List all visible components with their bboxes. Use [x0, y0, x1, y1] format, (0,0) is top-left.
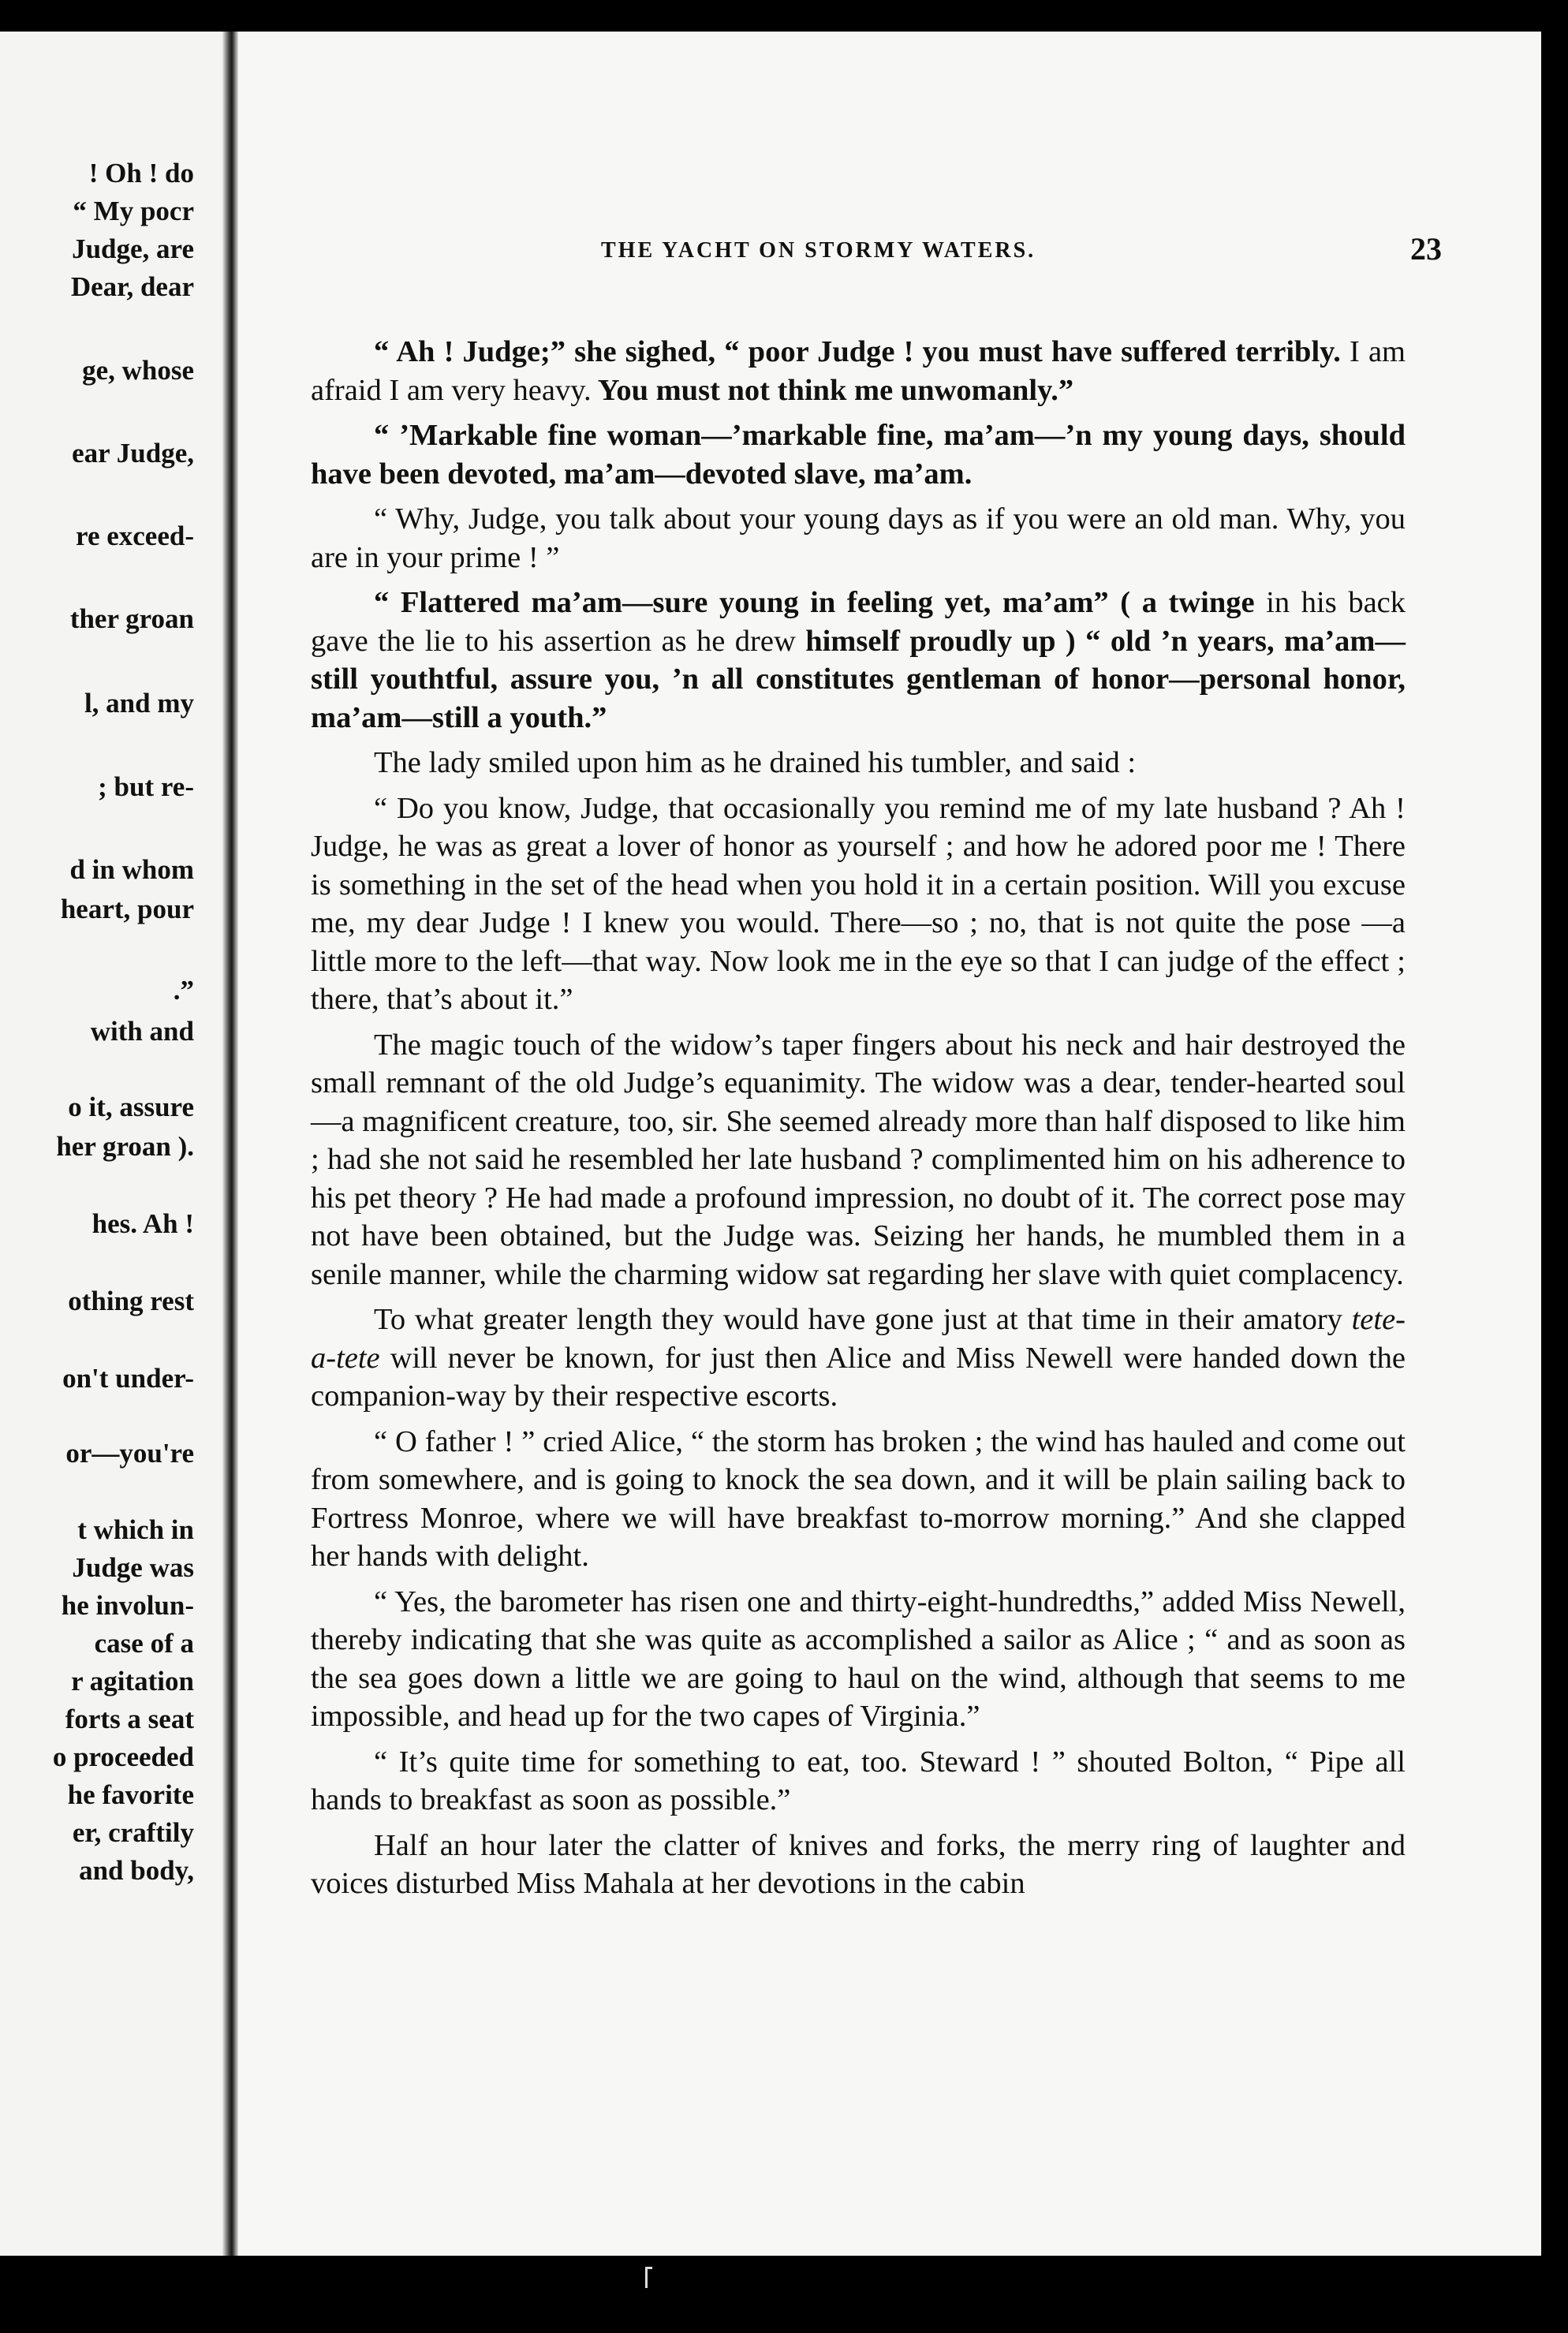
facing-page-line: her groan ).	[56, 1131, 194, 1162]
facing-page-line: hes. Ah !	[91, 1208, 194, 1239]
paragraph	[311, 584, 1406, 737]
paragraph: “ O father ! ” cried Alice, “ the storm has broken ; the wind has hauled and come out from somewhere, and is going to knock the sea down, and it will be plain sailing back to Fortress Monroe, where we will have breakfast to-morrow morning.” And she clapped her hands with delight.	[311, 1424, 1406, 1573]
facing-page-line: Judge was	[72, 1552, 194, 1583]
paragraph: “ ’Markable fine woman—’markable fine, ma’am—’n my young days, should have been devoted, ma’am—devoted slave, ma’am.	[311, 419, 1406, 491]
facing-page-line: on't under-	[62, 1363, 194, 1394]
paragraph	[311, 333, 1406, 409]
facing-page-line: ther groan	[69, 603, 194, 634]
paragraph-text: I am afraid I am very heavy.	[311, 335, 1406, 407]
paragraph: “ Why, Judge, you talk about your young days as if you were an old man. Why, you are in your prime ! ”	[311, 502, 1406, 574]
facing-page-line: othing rest	[68, 1286, 194, 1316]
paragraph-text: in his back gave the lie to his assertion as he drew	[311, 586, 1406, 658]
facing-page-line: t which in	[77, 1514, 194, 1545]
paragraph-text: will never be known, for just then Alice and Miss Newell were handed down the companion-way by their respective escorts.	[311, 1341, 1406, 1413]
facing-page-line: ! Oh ! do	[88, 158, 194, 189]
facing-page-line: and body,	[79, 1855, 194, 1886]
facing-page-line: case of a	[94, 1628, 194, 1659]
facing-page-line: “ My pocr	[73, 196, 194, 226]
paragraph: “ Do you know, Judge, that occasionally you remind me of my late husband ? Ah ! Judge, he was as great a lover of honor as yourself ; and how he adored poor me ! There is something in the set of the head when you hold it in a certain position. Will you excuse me, my dear Judge ! I knew you would. There—so ; no, that is not quite the pose —a little more to the left—that way. Now look me in the eye so that I can judge of the effect ; there, that’s about it.”	[311, 791, 1406, 1016]
paragraph: The lady smiled upon him as he drained his tumbler, and said :	[374, 746, 1137, 779]
facing-page-line: r agitation	[71, 1666, 194, 1697]
facing-page-line: ear Judge,	[72, 438, 194, 468]
facing-page-line: forts a seat	[65, 1704, 194, 1734]
facing-page-line: er, craftily	[72, 1817, 194, 1848]
paragraph-text: You must not think me unwomanly.”	[591, 373, 1074, 407]
paragraph-text: himself proudly up )	[805, 624, 1076, 658]
facing-page-line: with and	[90, 1016, 194, 1047]
facing-page-line: d in whom	[69, 854, 194, 885]
paragraph	[311, 1301, 1406, 1416]
paragraph: Half an hour later the clatter of knives and forks, the merry ring of laughter and voices disturbed Miss Mahala at her devotions in the cabin	[311, 1828, 1406, 1900]
facing-page-line: .”	[173, 975, 194, 1006]
facing-page-line: Dear, dear	[70, 271, 194, 302]
page-number: 23	[1410, 231, 1442, 267]
facing-page-line: ge, whose	[82, 355, 194, 386]
facing-page-line: he involun-	[61, 1590, 194, 1621]
facing-page-line: or—you're	[65, 1438, 194, 1469]
paragraph-text: To what greater length they would have gone just at that time in their amatory	[374, 1303, 1352, 1336]
facing-page-line: he favorite	[67, 1779, 194, 1810]
facing-page-line: o it, assure	[68, 1092, 194, 1122]
paragraph-text: “ Flattered ma’am—sure young in feeling yet, ma’am” ( a twinge	[374, 586, 1255, 619]
italic-phrase: tete-a-tete	[311, 1303, 1406, 1375]
paragraph-text: “ Ah ! Judge;” she sighed, “ poor Judge ! you must have suffered terribly.	[374, 335, 1341, 368]
paragraph-text: “ old ’n years, ma’am—still youthtful, assure you, ’n all constitutes gentleman of honor—personal honor, ma’am—still a youth.”	[311, 624, 1406, 734]
facing-page-line: Judge, are	[72, 233, 194, 264]
scan-mark	[645, 2267, 652, 2288]
book-gutter	[222, 32, 238, 2256]
facing-page-line: o proceeded	[52, 1741, 194, 1772]
paragraph: “ Yes, the barometer has risen one and thirty-eight-hundredths,” added Miss Newell, thereby indicating that she was quite as accomplished a sailor as Alice ; “ and as soon as the sea goes down a little we are going to haul on the wind, although that seems to me impossible, and head up for the two capes of Virginia.”	[311, 1585, 1406, 1733]
paragraph: “ It’s quite time for something to eat, too. Steward ! ” shouted Bolton, “ Pipe all hands to breakfast as soon as possible.”	[311, 1745, 1406, 1816]
running-head: THE YACHT ON STORMY WATERS.	[601, 238, 1036, 263]
facing-page-line: re exceed-	[76, 521, 194, 551]
body-text	[311, 333, 1406, 1903]
facing-page-line: l, and my	[84, 688, 194, 719]
facing-page	[0, 32, 222, 2256]
facing-page-line: heart, pour	[60, 894, 194, 924]
book-page	[238, 32, 1541, 2256]
facing-page-line: ; but re-	[98, 771, 194, 802]
paragraph: The magic touch of the widow’s taper fingers about his neck and hair destroyed the small remnant of the old Judge’s equanimity. The widow was a dear, tender-hearted soul—a magnificent creature, too, sir. She seemed already more than half disposed to like him ; had she not said he resembled her late husband ? complimented him on his adherence to his pet theory ? He had made a profound impression, no doubt of it. The correct pose may not have been obtained, but the Judge was. Seizing her hands, he mumbled them in a senile manner, while the charming widow sat regarding her slave with quiet complacency.	[311, 1028, 1406, 1291]
